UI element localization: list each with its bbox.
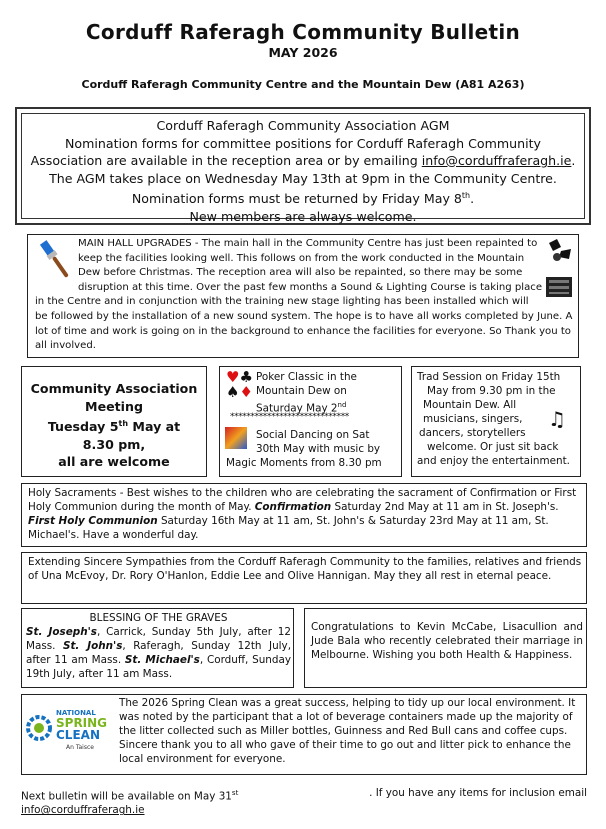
footer-text-2: . If you have any items for inclusion email — [369, 787, 587, 799]
congratulations-text: Congratulations to Kevin McCabe, Lisacullion and Jude Bala who recently celebrated their marriage in Melbourne. Wishing you both Health & Happiness. — [311, 621, 583, 661]
sympathies-section — [21, 552, 587, 604]
divider-stars: ***************************** — [230, 412, 349, 422]
dancing-text: Social Dancing on Sat 30th May with music by — [256, 429, 381, 455]
paintbrush-icon — [35, 237, 78, 283]
spring-clean-logo: NATIONAL SPRING CLEAN An Taisce — [26, 709, 112, 765]
agm-line-5: Nomination forms must be returned by Friday May 8th. — [131, 191, 475, 207]
assoc-line-1: Community Association — [30, 381, 198, 396]
agm-email-link[interactable]: info@corduffraferagh.ie — [421, 153, 572, 168]
assoc-line-4: 8.30 pm, — [82, 436, 146, 452]
sympathies-text: Extending Sincere Sympathies from the Corduff Raferagh Community to the families, relatives and friends of Una McEvoy, Dr. Rory O'Hanlon, Eddie Lee and Olive Hannigan. May they all rest in eternal peace. — [28, 556, 582, 582]
assoc-line-5: all are welcome — [58, 454, 170, 470]
spring-clean-sun-icon — [26, 715, 52, 741]
poker-dancing-box — [219, 366, 402, 477]
stage-lighting-icon — [543, 237, 575, 303]
spring-clean-section — [21, 694, 587, 775]
trad-session-box — [411, 366, 581, 477]
agm-notice-inner — [21, 113, 585, 224]
congratulations-section — [304, 608, 587, 688]
main-hall-section — [27, 234, 579, 358]
agm-line-6: New members are always welcome. — [189, 208, 417, 224]
holy-sacraments-section — [21, 483, 587, 547]
bulletin-title: Corduff Raferagh Community Bulletin — [85, 20, 521, 44]
music-note-icon: ♫ — [548, 407, 566, 431]
spring-clean-text: The 2026 Spring Clean was a great success, helping to tidy up our local environment. It was noted by the participant that a lot of beverage containers made up the majority of the litter collected such as Miller bottles, Guinness and Red Bull cans and coffee cups. Sincere thank you to all who gave of their time to go out and litter pick to enhance the local environment for everyone. — [119, 697, 576, 765]
main-hall-text: MAIN HALL UPGRADES - The main hall in the Community Centre has just been repainted to keep the facilities looking well. This follows on from the work conducted in the Mountain Dew before Christmas. The reception area will also be repainted, so there may be some disruption at this time. Over the past few months a Sound & Lighting Course is taking place in the Centre and in conjunction with the training new stage lighting has been installed which will be followed by the installation of a new sound system. The hope is to have all works completed by June. A lot of time and work is going on in the background to enhance the facilities for everyone. So Thank you to all involved. — [35, 238, 573, 352]
agm-heading: Corduff Raferagh Community Association AGM — [156, 118, 450, 133]
assoc-line-2: Meeting — [85, 398, 143, 414]
card-suits-icon: ♥♣ ♠♦ — [226, 368, 253, 401]
poker-text: Poker Classic in the Mountain Dew on Saturday May 2nd — [256, 371, 357, 415]
bulletin-month: MAY 2026 — [268, 45, 338, 60]
sacraments-text: Holy Sacraments - Best wishes to the children who are celebrating the sacrament of Confirmation or First Holy Communion during the month of May. Confirmation Saturday 2nd May at 11 am in St. Joseph's. First Holy Communion Saturday 16th May at 11 am, St. John's & Saturday 23rd May at 11 am, St. Michael's. Have a wonderful day. — [28, 487, 577, 541]
blessing-heading: BLESSING OF THE GRAVES — [89, 612, 228, 624]
next-bulletin-footer — [21, 786, 587, 817]
agm-line-2: Nomination forms for committee positions for Corduff Raferagh Community — [64, 135, 542, 151]
blessing-text: St. Joseph's, Carrick, Sunday 5th July, after 12 Mass. St. John's, Raferagh, Sunday 12th July, after 11 am Mass. St. Michael's, Corduff, Sunday 19th July, after 11 am Mass. — [26, 626, 292, 680]
bulletin-venue: Corduff Raferagh Community Centre and the Mountain Dew (A81 A263) — [81, 78, 525, 91]
assoc-line-3: Tuesday 5th May at — [47, 419, 181, 435]
agm-notice — [15, 107, 591, 225]
trad-text: Trad Session on Friday 15th May from 9.30 pm in the Mountain Dew. All musicians, singers, dancers, storytellers welcome. Or just sit back and enjoy the entertainment. — [417, 371, 570, 467]
agm-line-4: The AGM takes place on Wednesday May 13th at 9pm in the Community Centre. — [49, 170, 557, 186]
blessing-graves-section — [21, 608, 294, 688]
association-meeting-box — [21, 366, 207, 477]
footer-text-1: Next bulletin will be available on May 31st — [21, 789, 239, 803]
footer-email-link[interactable]: info@corduffraferagh.ie — [21, 804, 145, 817]
dancing-text-line-3: Magic Moments from 8.30 pm — [226, 457, 382, 469]
agm-line-3: Association are available in the reception area or by emailing info@corduffraferagh.ie. — [30, 153, 576, 168]
dancing-icon — [225, 427, 247, 449]
